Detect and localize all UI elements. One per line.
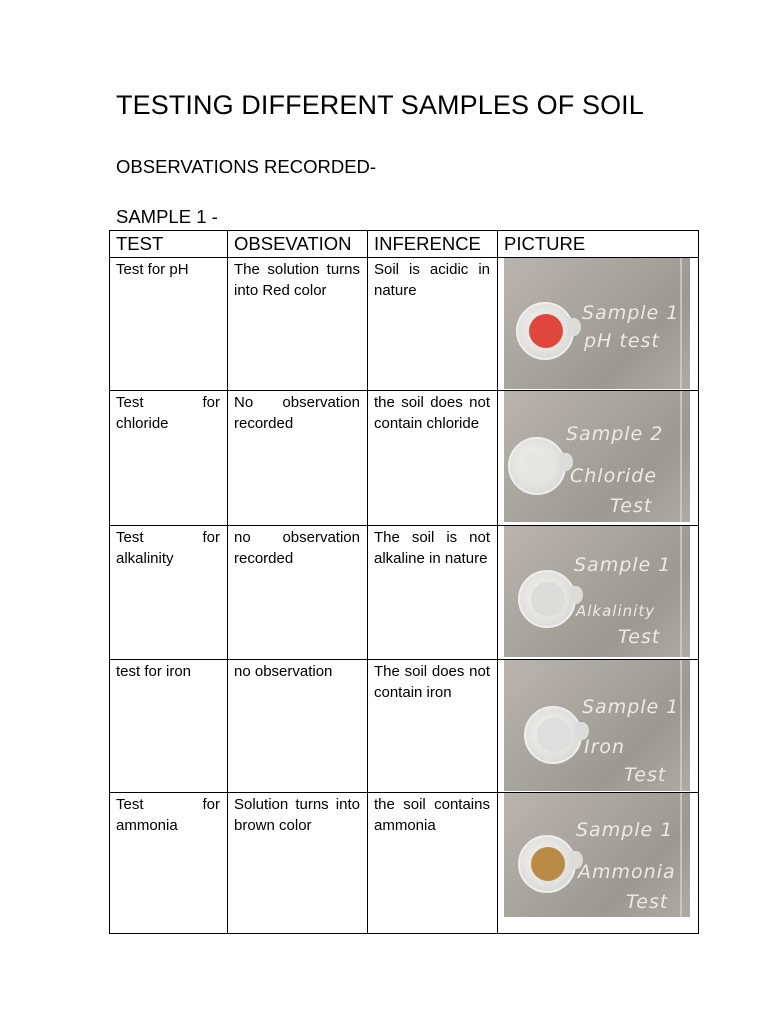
cell-inference: the soil does not contain chloride: [368, 391, 498, 526]
cell-inference: the soil contains ammonia: [368, 793, 498, 934]
header-inference: INFERENCE: [368, 231, 498, 258]
test-cup-icon: [516, 302, 574, 360]
chalk-label-line2: pH test: [584, 330, 660, 352]
chalk-label-line2: Ammonia: [578, 861, 676, 883]
header-observation: OBSEVATION: [228, 231, 368, 258]
liquid-fill: [537, 718, 571, 752]
cell-observation: The solution turns into Red color: [228, 258, 368, 391]
cell-test: Test for pH: [110, 258, 228, 391]
sample-photo: [504, 391, 690, 522]
chalk-label-line1: Sample 2: [566, 423, 664, 445]
chalk-label-line1: Sample 1: [582, 696, 680, 718]
cell-picture: [498, 660, 699, 793]
cell-observation: no observation: [228, 660, 368, 793]
test-cup-icon: [518, 570, 576, 628]
cell-observation: no observation recorded: [228, 526, 368, 660]
sample-photo: [504, 660, 690, 791]
cell-test: Test for ammonia: [110, 793, 228, 934]
liquid-fill: [521, 449, 555, 483]
sample-photo: [504, 793, 690, 917]
table-row: [110, 526, 699, 660]
cell-inference: Soil is acidic in nature: [368, 258, 498, 391]
chalk-label-line1: Sample 1: [574, 554, 672, 576]
header-test: TEST: [110, 231, 228, 258]
cell-inference: The soil is not alkaline in nature: [368, 526, 498, 660]
cell-observation: No observation recorded: [228, 391, 368, 526]
test-cup-icon: [518, 835, 576, 893]
chalk-label-line3: Test: [624, 764, 667, 786]
chalk-label-line2: Chloride: [570, 465, 658, 487]
liquid-fill: [529, 314, 563, 348]
chalk-label-line1: Sample 1: [576, 819, 674, 841]
cell-test: Test for alkalinity: [110, 526, 228, 660]
chalk-label-line2: Alkalinity: [576, 602, 656, 620]
cell-inference: The soil does not contain iron: [368, 660, 498, 793]
cell-test: Test for chloride: [110, 391, 228, 526]
observations-table: [109, 230, 699, 934]
table-header-row: [110, 231, 699, 258]
table-row: [110, 391, 699, 526]
cell-picture: [498, 258, 699, 391]
chalk-label-line2: Iron: [584, 736, 626, 758]
cell-picture: [498, 391, 699, 526]
cell-picture: [498, 526, 699, 660]
cell-test: test for iron: [110, 660, 228, 793]
chalk-label-line1: Sample 1: [582, 302, 680, 324]
test-cup-icon: [524, 706, 582, 764]
chalk-label-line3: Test: [610, 495, 653, 517]
test-cup-icon: [508, 437, 566, 495]
sample-heading: SAMPLE 1 -: [116, 206, 218, 227]
cell-observation: Solution turns into brown color: [228, 793, 368, 934]
liquid-fill: [531, 582, 565, 616]
cell-picture: [498, 793, 699, 934]
sample-photo: [504, 258, 690, 389]
header-picture: PICTURE: [498, 231, 699, 258]
table-row: [110, 660, 699, 793]
table-row: [110, 793, 699, 934]
sample-photo: [504, 526, 690, 657]
liquid-fill: [531, 847, 565, 881]
chalk-label-line3: Test: [626, 891, 669, 913]
observations-heading: OBSERVATIONS RECORDED-: [116, 156, 377, 177]
table-row: [110, 258, 699, 391]
chalk-label-line3: Test: [618, 626, 661, 648]
page-title: TESTING DIFFERENT SAMPLES OF SOIL: [116, 90, 644, 120]
